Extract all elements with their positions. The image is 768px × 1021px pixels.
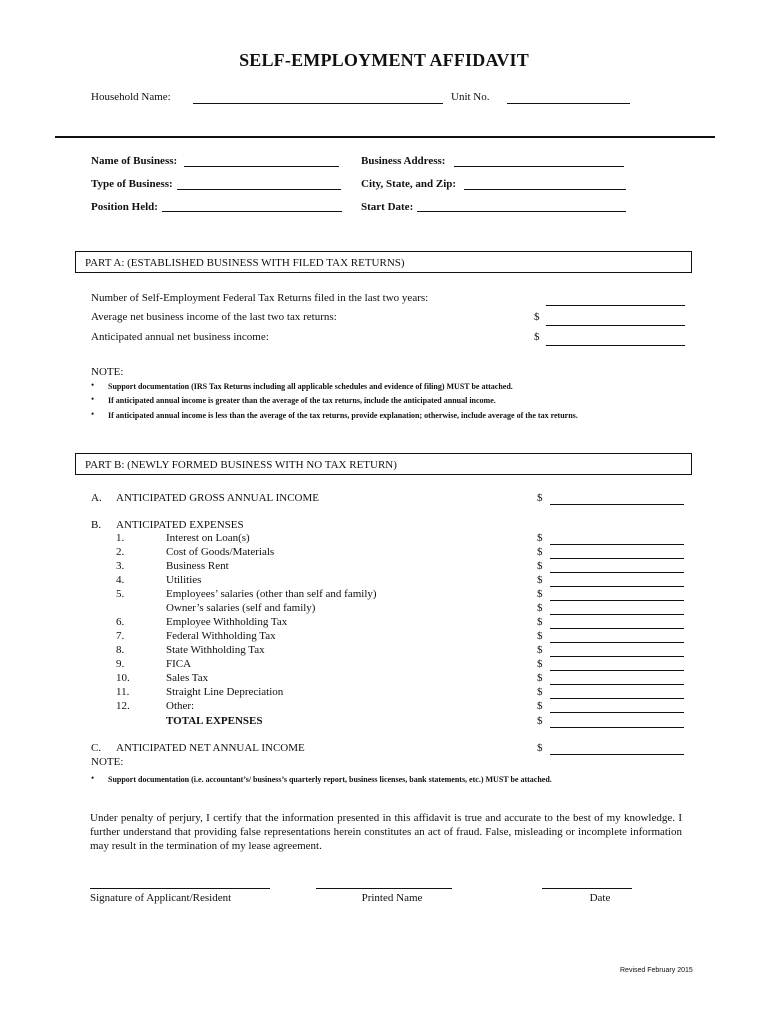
expense-amount-field[interactable] (550, 683, 684, 685)
dollar-sign: $ (537, 644, 543, 656)
expense-amount-field[interactable] (550, 655, 684, 657)
revision-footer: Revised February 2015 (620, 967, 693, 974)
dollar-sign: $ (537, 492, 543, 504)
business-type-field[interactable] (177, 188, 341, 190)
expense-number: 3. (116, 560, 125, 572)
household-name-field[interactable] (193, 102, 443, 104)
expenses-heading: ANTICIPATED EXPENSES (116, 519, 244, 531)
expense-amount-field[interactable] (550, 585, 684, 587)
expense-amount-field[interactable] (550, 613, 684, 615)
printed-name-field[interactable] (316, 887, 452, 889)
business-address-label: Business Address: (361, 155, 446, 167)
expense-label: Employees’ salaries (other than self and family) (166, 588, 377, 600)
date-label: Date (589, 892, 611, 904)
expense-amount-field[interactable] (550, 641, 684, 643)
expense-amount-field[interactable] (550, 627, 684, 629)
expense-label: Other: (166, 700, 195, 712)
signature-label: Signature of Applicant/Resident (90, 892, 232, 904)
expense-amount-field[interactable] (550, 669, 684, 671)
net-income-field[interactable] (550, 753, 684, 755)
business-address-field[interactable] (454, 165, 624, 167)
expense-number: 9. (116, 658, 125, 670)
unit-field[interactable] (507, 102, 630, 104)
expense-amount-field[interactable] (550, 543, 684, 545)
tax-returns-count-label: Number of Self-Employment Federal Tax Returns filed in the last two years: (91, 292, 429, 304)
tax-returns-count-field[interactable] (546, 304, 685, 306)
dollar-sign: $ (537, 742, 543, 754)
expense-number: 10. (116, 672, 130, 684)
dollar-sign: $ (537, 532, 543, 544)
bullet-icon: • (91, 773, 95, 783)
section-c-letter: C. (91, 742, 102, 754)
expense-label: Cost of Goods/Materials (166, 546, 275, 558)
gross-income-label: ANTICIPATED GROSS ANNUAL INCOME (116, 492, 320, 504)
dollar-sign: $ (537, 588, 543, 600)
section-b-letter: B. (91, 519, 102, 531)
household-name-label: Household Name: (91, 91, 171, 103)
expense-label: FICA (166, 658, 192, 670)
certification-paragraph: Under penalty of perjury, I certify that the information presented in this affidavit is true and accurate to the best of my knowledge. I further understand that providing false representations herein constitutes an act of fraud. False, misleading or incomplete information may result in the termination of my lease agreement. (90, 812, 682, 852)
business-type-label: Type of Business: (91, 178, 173, 190)
dollar-sign: $ (537, 630, 543, 642)
header-divider (55, 136, 715, 138)
expense-number: 12. (116, 700, 130, 712)
dollar-sign: $ (537, 715, 543, 727)
expense-amount-field[interactable] (550, 711, 684, 713)
expense-amount-field[interactable] (550, 599, 684, 601)
expense-label: Federal Withholding Tax (166, 630, 276, 642)
city-state-zip-field[interactable] (464, 188, 626, 190)
part-b-heading-box (75, 453, 692, 475)
dollar-sign: $ (534, 311, 540, 323)
part-a-heading: PART A: (ESTABLISHED BUSINESS WITH FILED TAX RETURNS) (85, 257, 405, 269)
anticipated-net-income-label: Anticipated annual net business income: (91, 331, 269, 343)
average-net-income-field[interactable] (546, 324, 685, 326)
expense-label: Utilities (166, 574, 202, 586)
expense-number: 8. (116, 644, 125, 656)
expense-number: 1. (116, 532, 125, 544)
bullet-icon: • (91, 409, 95, 419)
signature-field[interactable] (90, 887, 270, 889)
position-held-field[interactable] (162, 210, 342, 212)
part-a-note-3: If anticipated annual income is less than the average of the tax returns, provide explanation; otherwise, include average of the tax returns. (108, 411, 578, 420)
expense-number: 7. (116, 630, 125, 642)
part-a-note-1: Support documentation (IRS Tax Returns including all applicable schedules and evidence of filing) MUST be attached. (108, 382, 513, 391)
dollar-sign: $ (537, 658, 543, 670)
printed-name-label: Printed Name (361, 892, 423, 904)
expense-label: Owner’s salaries (self and family) (166, 602, 316, 614)
part-b-heading: PART B: (NEWLY FORMED BUSINESS WITH NO TAX RETURN) (85, 459, 397, 471)
business-name-label: Name of Business: (91, 155, 178, 167)
expense-number: 4. (116, 574, 125, 586)
expense-number: 2. (116, 546, 125, 558)
expense-number: 5. (116, 588, 125, 600)
dollar-sign: $ (537, 672, 543, 684)
dollar-sign: $ (537, 560, 543, 572)
expense-label: Business Rent (166, 560, 229, 572)
date-field[interactable] (542, 887, 632, 889)
bullet-icon: • (91, 380, 95, 390)
dollar-sign: $ (537, 686, 543, 698)
dollar-sign: $ (537, 700, 543, 712)
part-b-note-label: NOTE: (91, 756, 124, 768)
unit-label: Unit No. (451, 91, 490, 103)
start-date-field[interactable] (417, 210, 626, 212)
position-held-label: Position Held: (91, 201, 158, 213)
dollar-sign: $ (537, 574, 543, 586)
city-state-zip-label: City, State, and Zip: (361, 178, 457, 190)
dollar-sign: $ (537, 616, 543, 628)
part-a-note-2: If anticipated annual income is greater than the average of the tax returns, include the anticipated annual income. (108, 396, 496, 405)
bullet-icon: • (91, 394, 95, 404)
total-expenses-field[interactable] (550, 726, 684, 728)
part-a-heading-box (75, 251, 692, 273)
part-b-note: Support documentation (i.e. accountant’s/ business’s quarterly report, business licenses, bank statements, etc.) MUST be attached. (108, 775, 552, 784)
expense-amount-field[interactable] (550, 571, 684, 573)
gross-income-field[interactable] (550, 503, 684, 505)
dollar-sign: $ (534, 331, 540, 343)
expense-amount-field[interactable] (550, 697, 684, 699)
start-date-label: Start Date: (361, 201, 414, 213)
business-name-field[interactable] (184, 165, 339, 167)
anticipated-net-income-field[interactable] (546, 344, 685, 346)
dollar-sign: $ (537, 602, 543, 614)
total-expenses-label: TOTAL EXPENSES (166, 715, 263, 727)
average-net-income-label: Average net business income of the last two tax returns: (91, 311, 337, 323)
expense-number: 11. (116, 686, 130, 698)
expense-amount-field[interactable] (550, 557, 684, 559)
expense-label: Interest on Loan(s) (166, 532, 250, 544)
dollar-sign: $ (537, 546, 543, 558)
expense-label: Straight Line Depreciation (166, 686, 284, 698)
net-income-label: ANTICIPATED NET ANNUAL INCOME (116, 742, 305, 754)
expense-number: 6. (116, 616, 125, 628)
section-a-letter: A. (91, 492, 102, 504)
expense-label: State Withholding Tax (166, 644, 265, 656)
part-a-note-label: NOTE: (91, 366, 124, 378)
form-title: SELF-EMPLOYMENT AFFIDAVIT (239, 50, 529, 70)
expense-label: Employee Withholding Tax (166, 616, 288, 628)
expense-label: Sales Tax (166, 672, 209, 684)
